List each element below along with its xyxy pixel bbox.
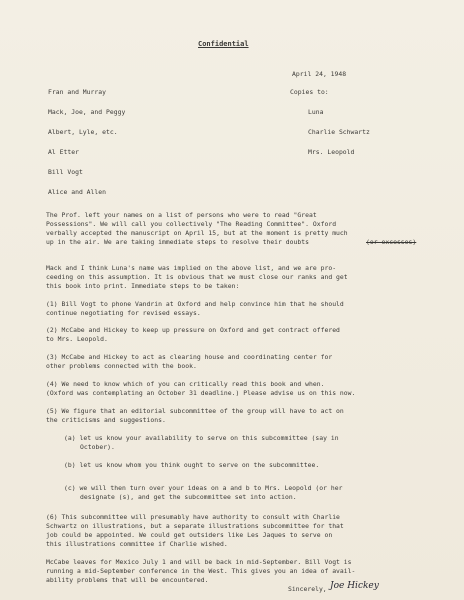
- copy-recipient: Charlie Schwartz: [308, 128, 370, 136]
- sub-item: October).: [80, 443, 115, 451]
- list-item: this illustrations committee if Charlie wished.: [46, 540, 228, 548]
- recipient: Fran and Murray: [48, 88, 107, 96]
- closing-line: McCabe leaves for Mexico July 1 and will be back in mid-September. Bill Vogt is: [46, 558, 352, 566]
- sub-item: (a) let us know your availability to serve on this subcommittee (say in: [64, 434, 339, 442]
- confidential-heading: Confidential: [198, 40, 249, 48]
- list-item: (6) This subcommittee will presumably have authority to consult with Charlie: [46, 513, 340, 521]
- recipient: Mack, Joe, and Peggy: [48, 108, 126, 116]
- letter-date: April 24, 1948: [292, 70, 347, 78]
- list-item: to Mrs. Leopold.: [46, 335, 108, 343]
- recipient: Alice and Allen: [48, 188, 107, 196]
- body-line: ceeding on this assumption. It is obvious that we must close our ranks and get: [46, 273, 348, 281]
- closing-line: running a mid-September conference in the West. This gives you an idea of avail-: [46, 567, 356, 575]
- sub-item: (c) we will then turn over your ideas on a and b to Mrs. Leopold (or her: [64, 484, 343, 492]
- struck-text: (or excesses): [366, 238, 417, 246]
- body-line: verbally accepted the manuscript on April 15, but at the moment is pretty much: [46, 229, 348, 237]
- copy-recipient: Mrs. Leopold: [308, 148, 355, 156]
- list-item: (Oxford was contemplating an October 31 deadline.) Please advise us on this now.: [46, 389, 356, 397]
- copies-label: Copies to:: [290, 88, 329, 96]
- list-item: (3) McCabe and Hickey to act as clearing house and coordinating center for: [46, 353, 333, 361]
- recipient: Bill Vogt: [48, 168, 83, 176]
- body-line: The Prof. left your names on a list of persons who were to read "Great: [46, 211, 317, 219]
- list-item: job could be appointed. We could get outsiders like Les Jaques to serve on: [46, 531, 333, 539]
- list-item: the criticisms and suggestions.: [46, 416, 166, 424]
- list-item: (1) Bill Vogt to phone Vandrin at Oxford and help convince him that he should: [46, 300, 344, 308]
- signature: Joe Hickey: [330, 581, 379, 591]
- recipient: Albert, Lyle, etc.: [48, 128, 118, 136]
- recipient: Al Etter: [48, 148, 79, 156]
- body-line: Mack and I think Luna's name was implied on the above list, and we are pro-: [46, 264, 337, 272]
- list-item: other problems connected with the book.: [46, 362, 197, 370]
- list-item: (5) We figure that an editorial subcommittee of the group will have to act on: [46, 407, 344, 415]
- list-item: (4) We need to know which of you can critically read this book and when.: [46, 380, 325, 388]
- copy-recipient: Luna: [308, 108, 324, 116]
- body-line: Possessions". We will call you collectively "The Reading Committee". Oxford: [46, 220, 337, 228]
- list-item: (2) McCabe and Hickey to keep up pressure on Oxford and get contract offered: [46, 326, 340, 334]
- list-item: continue negotiating for revised essays.: [46, 309, 201, 317]
- list-item: Schwartz on illustrations, but a separate illustrations subcommittee for that: [46, 522, 344, 530]
- sub-item: (b) let us know whom you think ought to serve on the subcommittee.: [64, 461, 320, 469]
- body-line: up in the air. We are taking immediate steps to resolve their doubts: [46, 238, 309, 246]
- body-line: this book into print. Immediate steps to be taken:: [46, 282, 240, 290]
- sub-item: designate (s), and get the subcommittee set into action.: [80, 493, 297, 501]
- sincerely: Sincerely,: [288, 585, 327, 593]
- closing-line: ability problems that will be encountered.: [46, 576, 209, 584]
